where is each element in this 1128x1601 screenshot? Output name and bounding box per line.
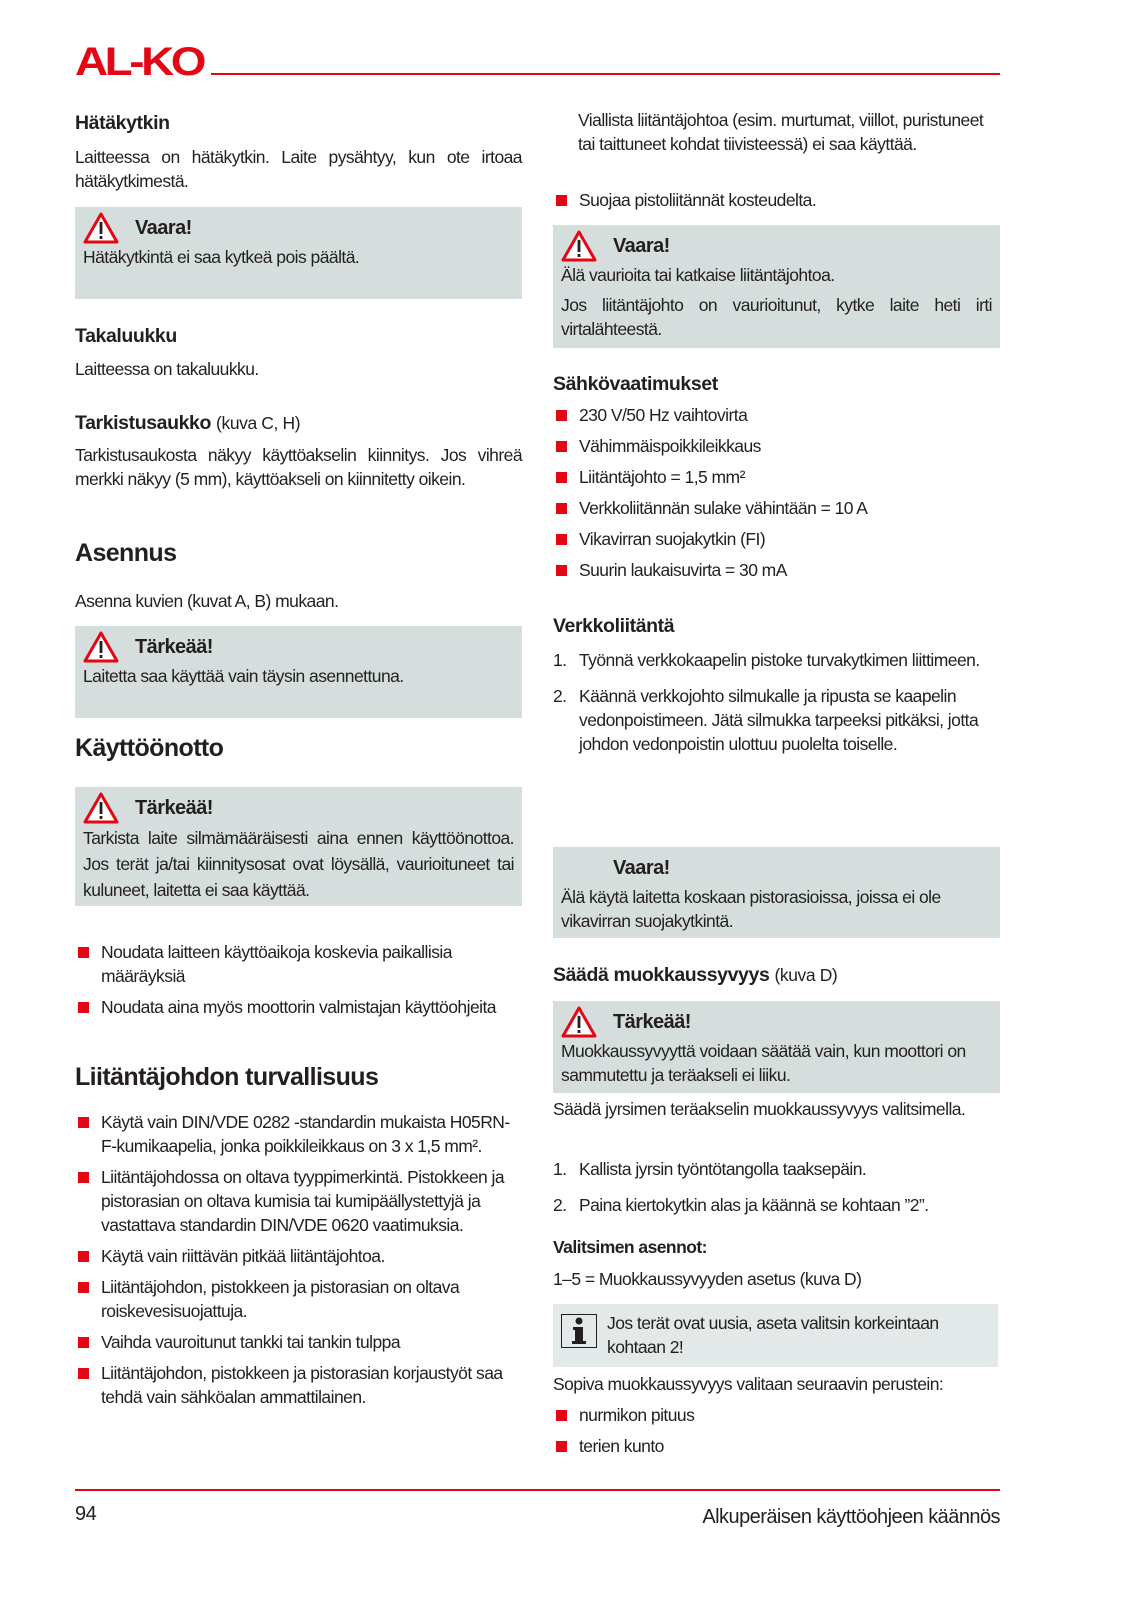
paragraph: 1–5 = Muokkaussyvyyden asetus (kuva D) <box>553 1269 862 1289</box>
step-text: Kallista jyrsin työntötangolla taaksepäin. <box>579 1159 867 1179</box>
list-item: Noudata aina myös moottorin valmistajan käyttöohjeita <box>75 995 522 1019</box>
list-item: Liitäntäjohdon, pistokkeen ja pistorasian on oltava roiskevesisuojattuja. <box>75 1275 522 1323</box>
list-item: Noudata laitteen käyttöaikoja koskevia paikallisia määräyksiä <box>75 940 522 988</box>
page-number: 94 <box>75 1503 97 1525</box>
list-item: Liitäntäjohto = 1,5 mm² <box>553 465 1000 489</box>
danger-box <box>75 207 522 299</box>
step-number: 2. <box>553 686 567 706</box>
box-title: Tärkeää! <box>135 797 213 819</box>
warning-icon <box>561 230 597 262</box>
list-item: Vikavirran suojakytkin (FI) <box>553 527 1000 551</box>
list-item: Verkkoliitännän sulake vähintään = 10 A <box>553 496 1000 520</box>
info-box <box>553 1304 998 1367</box>
box-text: Hätäkytkintä ei saa kytkeä pois päältä. <box>83 247 360 267</box>
heading-text: Tarkistusaukko <box>75 412 212 434</box>
box-text: Muokkaussyvyyttä voidaan säätää vain, kun moottori on sammutettu ja teräakseli ei liiku. <box>561 1041 966 1085</box>
list-item: terien kunto <box>553 1434 1000 1458</box>
list-item: Liitäntäjohdossa on oltava tyyppimerkintä. Pistokkeen ja pistorasian on oltava kumisia tai kumipäällystettyjä ja vastattava standardin DIN/VDE 0620 vaatimuksia. <box>75 1165 522 1237</box>
heading-takaluukku: Takaluukku <box>75 325 177 347</box>
paragraph: Laitteessa on hätäkytkin. Laite pysähtyy, kun ote irtoaa hätäkytkimestä. <box>75 147 522 191</box>
box-title: Tärkeää! <box>613 1011 691 1033</box>
warning-icon <box>83 631 119 663</box>
paragraph: Asenna kuvien (kuvat A, B) mukaan. <box>75 591 339 611</box>
danger-box <box>553 847 1000 938</box>
list-item <box>553 648 1000 672</box>
step-number: 1. <box>553 650 567 670</box>
alko-logo <box>75 42 205 84</box>
box-text: Laitetta saa käyttää vain täysin asennettuna. <box>83 666 404 686</box>
box-title: Vaara! <box>135 217 192 239</box>
subheading: Valitsimen asennot: <box>553 1237 707 1257</box>
list-item: 230 V/50 Hz vaihtovirta <box>553 403 1000 427</box>
list-item: Käytä vain DIN/VDE 0282 -standardin mukaista H05RN-F-kumikaapelia, jonka poikkileikkaus on 3 x 1,5 mm². <box>75 1110 522 1158</box>
step-text: Työnnä verkkokaapelin pistoke turvakytkimen liittimeen. <box>579 650 980 670</box>
heading-tarkistusaukko <box>75 410 522 436</box>
box-text: Älä vaurioita tai katkaise liitäntäjohtoa. <box>561 265 835 285</box>
step-text: Käännä verkkojohto silmukalle ja ripusta se kaapelin vedonpoistimeen. Jätä silmukka tarpeeksi pitkäksi, jotta johdon vedonpoistin ulottuu puolelta toiselle. <box>579 686 979 754</box>
danger-box <box>553 225 1000 348</box>
box-text: Jos liitäntäjohto on vaurioitunut, kytke laite heti irti virtalähteestä. <box>561 295 992 339</box>
box-text: Tarkista laite silmämääräisesti aina ennen käyttöönottoa. Jos terät ja/tai kiinnitysosat ovat löysällä, vaurioituneet tai kuluneet, laitetta ei saa käyttää. <box>83 828 514 900</box>
numbered-list <box>553 648 1000 768</box>
important-box <box>75 626 522 718</box>
footer-note: Alkuperäisen käyttöohjeen käännös <box>702 1506 1000 1528</box>
paragraph: Laitteessa on takaluukku. <box>75 359 259 379</box>
list-item: Vaihda vauroitunut tankki tai tankin tulppa <box>75 1330 522 1354</box>
list-item: Suojaa pistoliitännät kosteudelta. <box>553 188 1000 212</box>
list-item: Liitäntäjohdon, pistokkeen ja pistorasian korjaustyöt saa tehdä vain sähköalan ammattilainen. <box>75 1361 522 1409</box>
step-number: 2. <box>553 1195 567 1215</box>
figure-ref: (kuva C, H) <box>216 413 301 433</box>
paragraph: Säädä jyrsimen teräakselin muokkaussyvyys valitsimella. <box>553 1099 966 1119</box>
step-number: 1. <box>553 1159 567 1179</box>
list-item <box>553 684 1000 756</box>
header-rule <box>211 73 1000 75</box>
box-title: Vaara! <box>613 235 670 257</box>
footer-rule <box>75 1489 1000 1491</box>
important-box <box>553 1001 1000 1093</box>
info-text: Jos terät ovat uusia, aseta valitsin korkeintaan kohtaan 2! <box>607 1313 939 1357</box>
important-box <box>75 787 522 906</box>
list-item: Vähimmäispoikkileikkaus <box>553 434 1000 458</box>
list-item <box>553 1157 1000 1181</box>
heading-sahkovaatimukset: Sähkövaatimukset <box>553 373 718 395</box>
step-text: Paina kiertokytkin alas ja käännä se kohtaan ”2”. <box>579 1195 929 1215</box>
list-item <box>553 1193 1000 1217</box>
heading-asennus: Asennus <box>75 539 177 567</box>
list-item: Suurin laukaisuvirta = 30 mA <box>553 558 1000 582</box>
paragraph: Tarkistusaukosta näkyy käyttöakselin kiinnitys. Jos vihreä merkki näkyy (5 mm), käyttöakseli on kiinnitetty oikein. <box>75 445 522 489</box>
bullet-list <box>75 1110 522 1416</box>
paragraph: Sopiva muokkaussyvyys valitaan seuraavin perustein: <box>553 1374 944 1394</box>
paragraph: Viallista liitäntäjohtoa (esim. murtumat, viillot, puristuneet tai taittuneet kohdat tiivisteessä) ei saa käyttää. <box>578 110 984 154</box>
box-title: Vaara! <box>613 857 670 879</box>
heading-saada-muokkaussyvyys <box>553 962 1000 988</box>
figure-ref: (kuva D) <box>774 965 838 985</box>
warning-icon <box>561 1006 597 1038</box>
list-item: nurmikon pituus <box>553 1403 1000 1427</box>
info-icon <box>561 1314 597 1348</box>
bullet-list <box>553 188 1000 219</box>
numbered-list <box>553 1157 1000 1229</box>
bullet-list <box>553 403 1000 589</box>
bullet-list <box>553 1403 1000 1465</box>
warning-icon <box>83 792 119 824</box>
heading-hatakytkin: Hätäkytkin <box>75 112 170 134</box>
heading-liitantajohto: Liitäntäjohdon turvallisuus <box>75 1063 379 1091</box>
warning-icon <box>83 212 119 244</box>
bullet-list <box>75 940 522 1026</box>
box-text: Älä käytä laitetta koskaan pistorasioissa, joissa ei ole vikavirran suojakytkintä. <box>561 887 941 931</box>
heading-verkkoliitanta: Verkkoliitäntä <box>553 615 675 637</box>
svg-text:AL-KO: AL-KO <box>75 42 205 78</box>
heading-kayttoonotto: Käyttöönotto <box>75 734 224 762</box>
list-item: Käytä vain riittävän pitkää liitäntäjohtoa. <box>75 1244 522 1268</box>
heading-text: Säädä muokkaussyvyys <box>553 964 770 986</box>
box-title: Tärkeää! <box>135 636 213 658</box>
